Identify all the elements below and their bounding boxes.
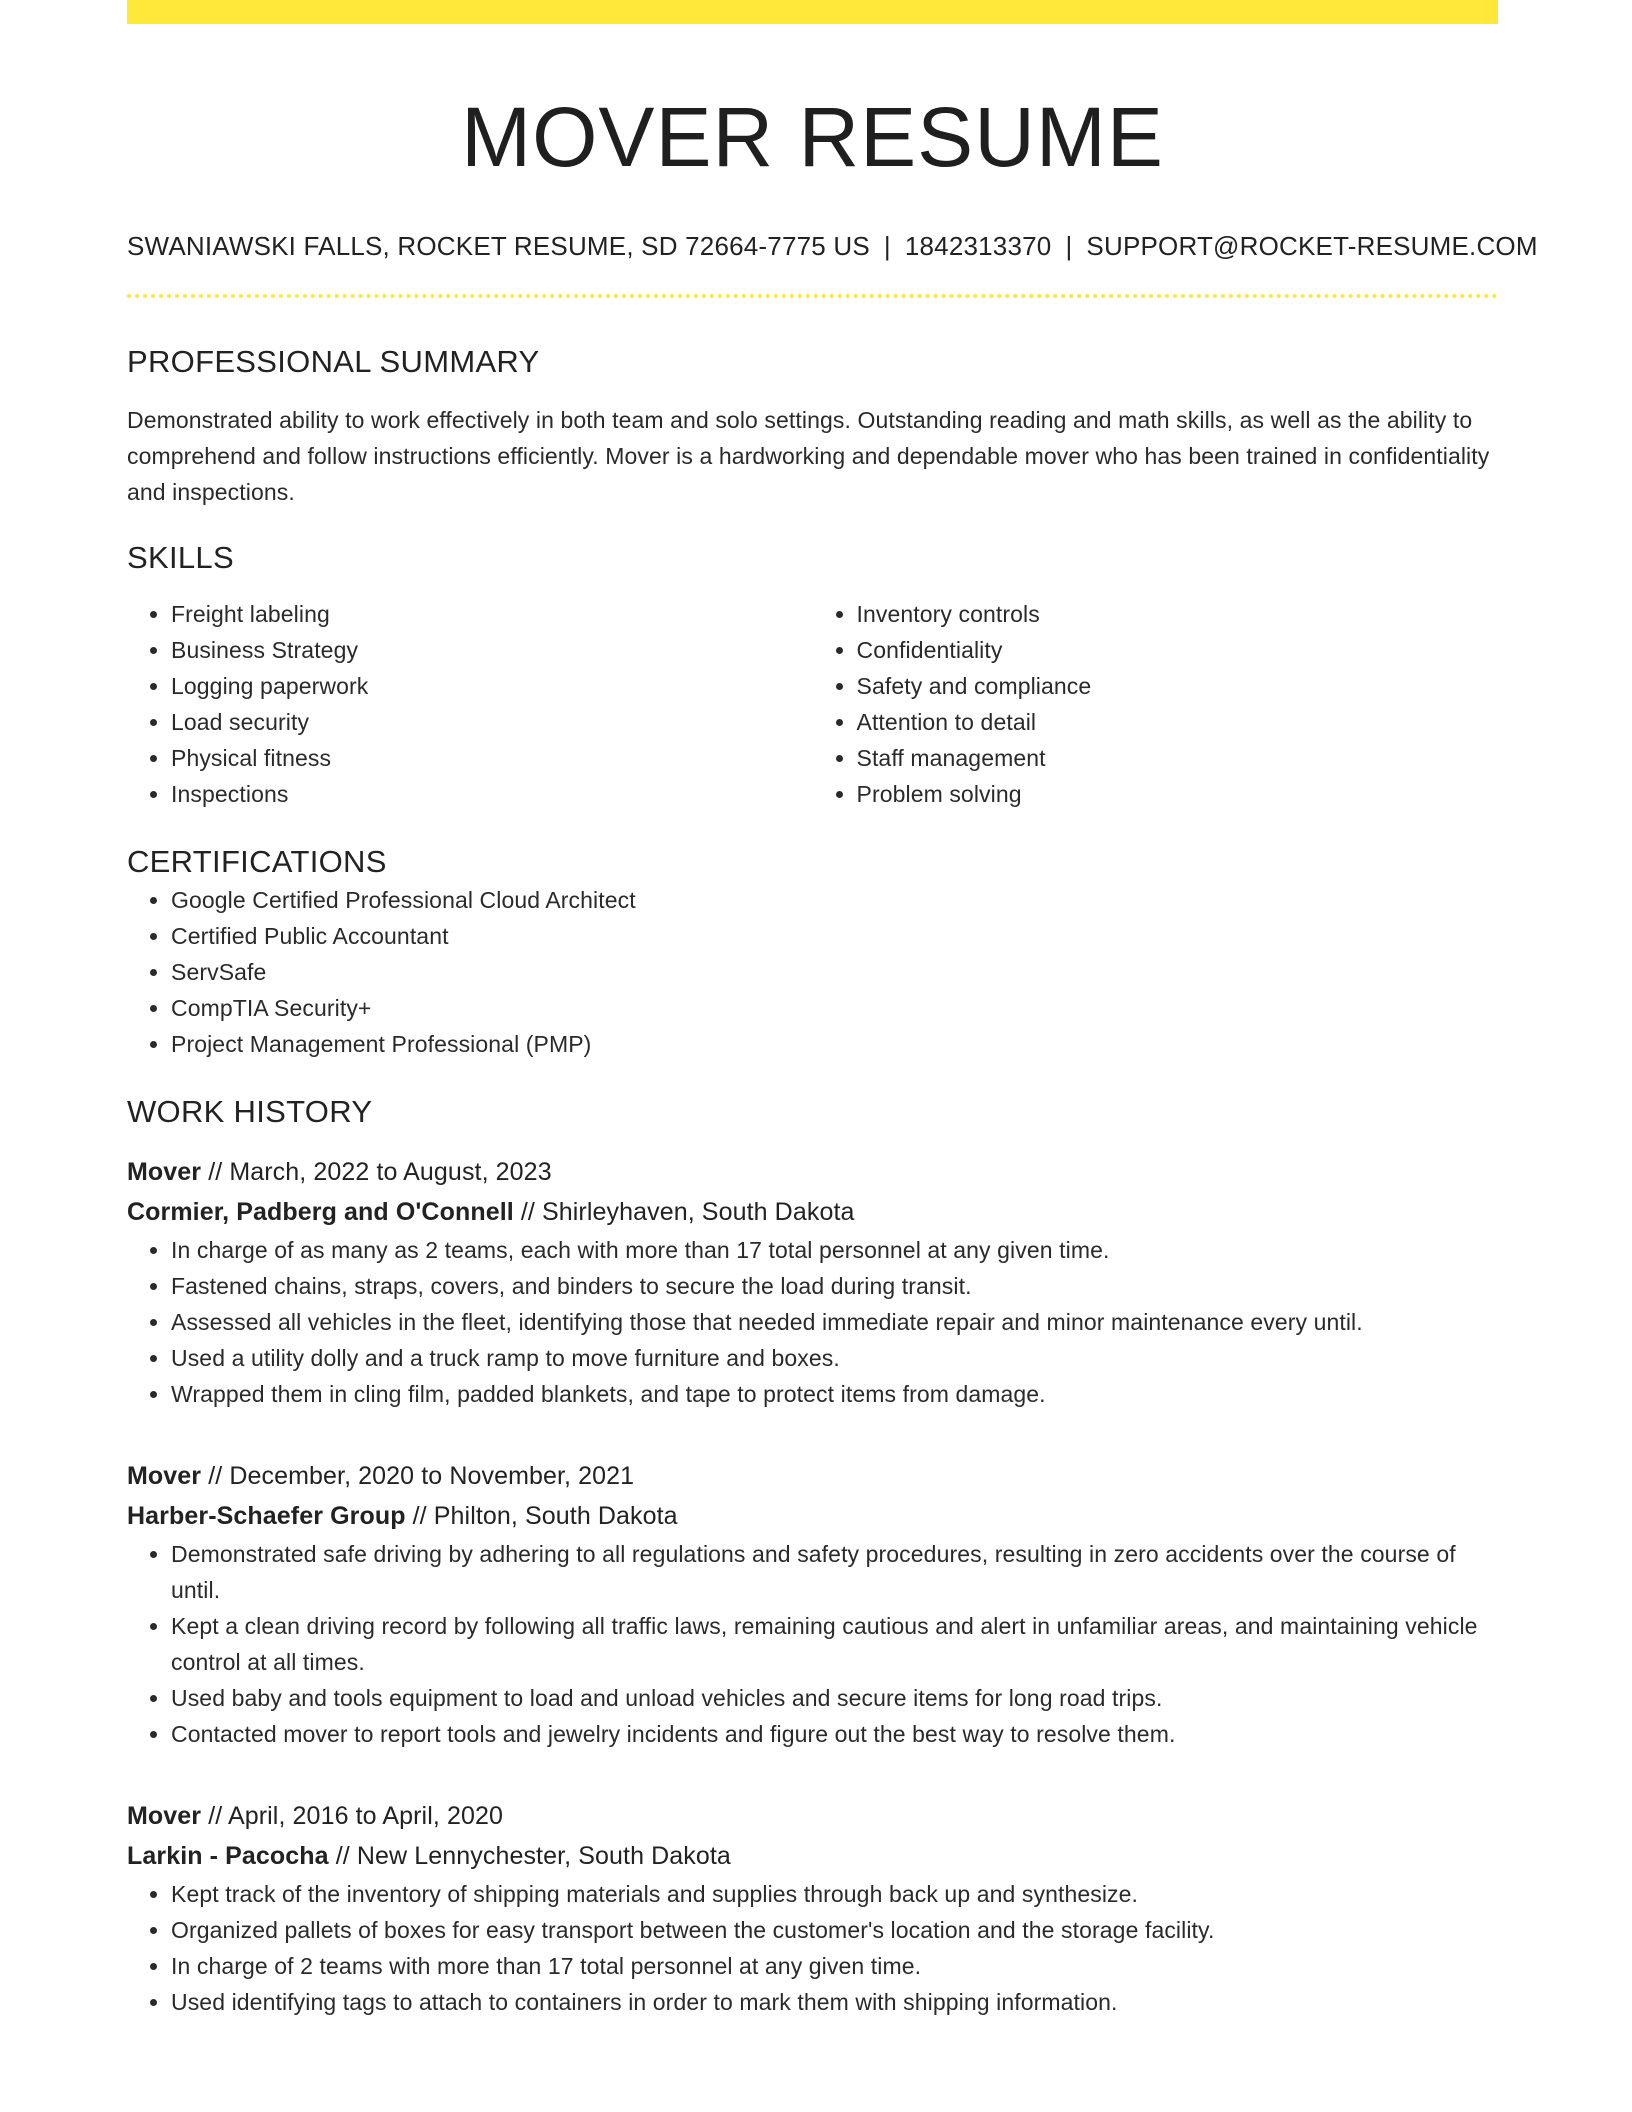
contact-email: SUPPORT@ROCKET-RESUME.COM: [1086, 231, 1538, 261]
job-company-line: [127, 1192, 1498, 1232]
certifications-heading: CERTIFICATIONS: [127, 844, 387, 879]
job-duty-item: • Used identifying tags to attach to containers in order to mark them with shipping information.: [171, 1984, 1498, 2020]
job-company: Cormier, Padberg and O'Connell: [127, 1198, 514, 1226]
skills-grid: [127, 596, 1498, 812]
resume-title: MOVER RESUME: [461, 90, 1164, 184]
summary-heading: PROFESSIONAL SUMMARY: [127, 344, 540, 379]
skill-item: • Confidentiality: [857, 632, 1499, 668]
summary-text: Demonstrated ability to work effectively in both team and solo settings. Outstanding reading and math skills, as well as the ability to comprehend and follow instructions efficiently. Mover is a hardworking and dependable mover who has been trained in confidentiality and inspections.: [127, 407, 1490, 505]
certification-item: • CompTIA Security+: [171, 990, 1498, 1026]
job-location: Philton, South Dakota: [433, 1502, 678, 1530]
skill-item: • Problem solving: [857, 776, 1499, 812]
job-location: Shirleyhaven, South Dakota: [541, 1198, 855, 1226]
job-title: Mover: [127, 1158, 202, 1186]
accent-bar: [127, 0, 1498, 24]
job-title-line: [127, 1796, 1498, 1836]
contact-line: [127, 228, 1538, 264]
job-duty-item: • Assessed all vehicles in the fleet, identifying those that needed immediate repair and minor maintenance every until.: [171, 1304, 1498, 1340]
certifications-list: [127, 882, 1498, 1062]
certification-item: • Certified Public Accountant: [171, 918, 1498, 954]
certification-item: • ServSafe: [171, 954, 1498, 990]
job-duty-item: • Fastened chains, straps, covers, and binders to secure the load during transit.: [171, 1268, 1498, 1304]
contact-address: SWANIAWSKI FALLS, ROCKET RESUME, SD 72664-7775 US: [127, 231, 870, 261]
job-duty-item: • Kept a clean driving record by following all traffic laws, remaining cautious and alert in unfamiliar areas, and maintaining vehicle control at all times.: [171, 1608, 1498, 1680]
job-company: Harber-Schaefer Group: [127, 1502, 406, 1530]
job-duty-item: • Demonstrated safe driving by adhering to all regulations and safety procedures, resulting in zero accidents over the course of until.: [171, 1536, 1498, 1608]
job-title: Mover: [127, 1802, 202, 1830]
job-duties-list: [127, 1876, 1498, 2020]
job-duty-item: • Contacted mover to report tools and jewelry incidents and figure out the best way to resolve them.: [171, 1716, 1498, 1752]
skill-item: • Business Strategy: [171, 632, 813, 668]
job-duty-item: • Used a utility dolly and a truck ramp to move furniture and boxes.: [171, 1340, 1498, 1376]
job-duty-item: • In charge of 2 teams with more than 17 total personnel at any given time.: [171, 1948, 1498, 1984]
job-duties-list: [127, 1536, 1498, 1752]
job-duties-list: [127, 1232, 1498, 1412]
certification-item: • Project Management Professional (PMP): [171, 1026, 1498, 1062]
job-company-line: [127, 1496, 1498, 1536]
job-title: Mover: [127, 1462, 202, 1490]
job-separator: //: [208, 1802, 223, 1830]
work-history-heading: WORK HISTORY: [127, 1094, 373, 1129]
skills-list-left: [127, 596, 813, 812]
job-separator: //: [208, 1158, 223, 1186]
job-duty-item: • In charge of as many as 2 teams, each with more than 17 total personnel at any given time.: [171, 1232, 1498, 1268]
job-dates: March, 2022 to August, 2023: [229, 1158, 552, 1186]
skill-item: • Physical fitness: [171, 740, 813, 776]
skill-item: • Staff management: [857, 740, 1499, 776]
job-separator: //: [208, 1462, 223, 1490]
dotted-divider: [127, 294, 1498, 298]
job-duty-item: • Organized pallets of boxes for easy transport between the customer's location and the storage facility.: [171, 1912, 1498, 1948]
certification-item: • Google Certified Professional Cloud Architect: [171, 882, 1498, 918]
skill-item: • Logging paperwork: [171, 668, 813, 704]
job-separator: //: [412, 1502, 427, 1530]
contact-separator: |: [883, 231, 891, 261]
job-separator: //: [335, 1842, 350, 1870]
job-company: Larkin - Pacocha: [127, 1842, 329, 1870]
job-duty-item: • Wrapped them in cling film, padded blankets, and tape to protect items from damage.: [171, 1376, 1498, 1412]
job-duty-item: • Kept track of the inventory of shipping materials and supplies through back up and synthesize.: [171, 1876, 1498, 1912]
skills-list-right: [813, 596, 1499, 812]
skills-column-left: [127, 596, 813, 812]
job-separator: //: [520, 1198, 535, 1226]
skill-item: • Inventory controls: [857, 596, 1499, 632]
skills-column-right: [813, 596, 1499, 812]
skill-item: • Load security: [171, 704, 813, 740]
job-dates: December, 2020 to November, 2021: [229, 1462, 635, 1490]
job-title-line: [127, 1456, 1498, 1496]
contact-separator: |: [1065, 231, 1073, 261]
skills-heading: SKILLS: [127, 540, 234, 575]
job-title-line: [127, 1152, 1498, 1192]
job-entry: [127, 1152, 1498, 1412]
resume-page: [127, 0, 1538, 2020]
job-location: New Lennychester, South Dakota: [356, 1842, 731, 1870]
job-entry: [127, 1796, 1498, 2020]
job-company-line: [127, 1836, 1498, 1876]
job-duty-item: • Used baby and tools equipment to load and unload vehicles and secure items for long road trips.: [171, 1680, 1498, 1716]
skill-item: • Freight labeling: [171, 596, 813, 632]
job-entry: [127, 1456, 1498, 1752]
skill-item: • Inspections: [171, 776, 813, 812]
skill-item: • Attention to detail: [857, 704, 1499, 740]
contact-phone: 1842313370: [904, 231, 1052, 261]
job-dates: April, 2016 to April, 2020: [227, 1802, 503, 1830]
skill-item: • Safety and compliance: [857, 668, 1499, 704]
